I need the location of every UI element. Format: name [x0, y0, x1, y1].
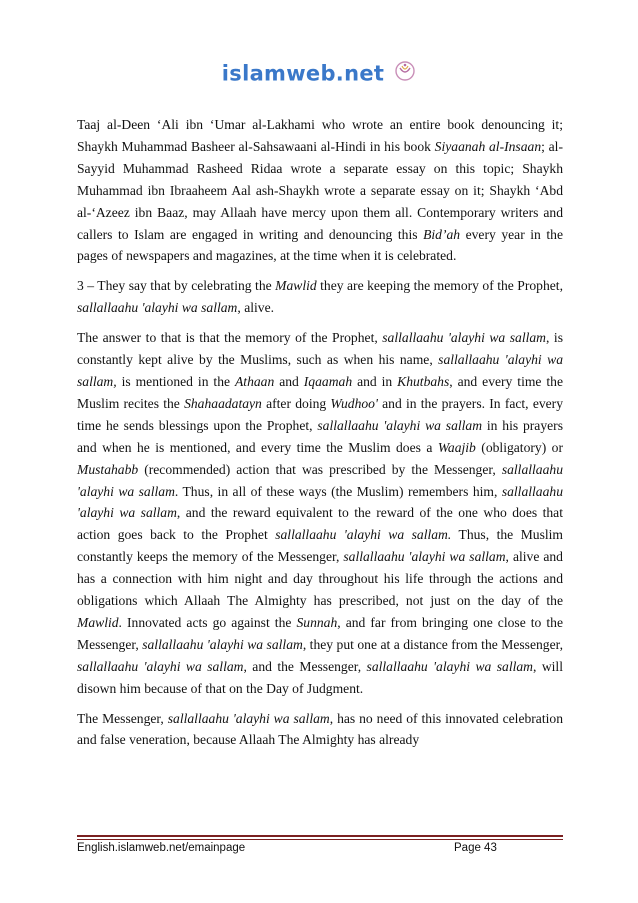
text-run: every year in the pages of newspapers and magazines, at the time when it is celebrated. [77, 226, 563, 264]
footer-rule-thin [77, 839, 563, 840]
islamweb-emblem-icon [394, 60, 416, 87]
text-run: , will disown him because of that on the Day of Judgment. [77, 658, 563, 696]
text-run: , and the reward equivalent to the reward of the one who does that action goes back to the Prophet [77, 505, 563, 543]
text-run: after doing [261, 395, 331, 411]
text-run: and in [352, 373, 398, 389]
text-run: (recommended) action that was prescribed by the Messenger, [138, 461, 502, 477]
text-run: ; al-Sayyid Muhammad Rasheed Ridaa wrote a separate essay on this topic; Shaykh Muhammad ibn Ibraaheem Aal ash-Shaykh wrote a separate essay on it; Shaykh ‘Abd al-‘Azeez ibn Baaz, may Allaah have mercy upon them all. Contemporary writers and callers to Islam are engaged in writing and denouncing this [77, 138, 563, 242]
italic-term: sallallaahu 'alayhi wa sallam [366, 658, 534, 674]
italic-term: Siyaanah al-Insaan [434, 138, 542, 154]
text-run: , and far from bringing one close to the Messenger, [77, 614, 564, 652]
text-run: (obligatory) or [475, 439, 563, 455]
footer-rule [77, 835, 563, 837]
text-run: , and the Messenger, [243, 658, 367, 674]
italic-term: sallallaahu 'alayhi wa sallam [77, 483, 563, 521]
italic-term: sallallaahu 'alayhi wa sallam, [77, 352, 563, 389]
italic-term: Athaan [234, 373, 275, 389]
footer-url: English.islamweb.net/emainpage [77, 842, 246, 854]
paragraph [77, 327, 563, 699]
italic-term: sallallaahu 'alayhi wa sallam [382, 330, 546, 346]
italic-term: Shahaadatayn [184, 395, 262, 411]
paragraph [77, 708, 563, 752]
italic-term: sallallaahu 'alayhi wa sallam. [275, 527, 452, 543]
text-run: , is constantly kept alive by the Muslims, such as when his name, [77, 330, 563, 368]
italic-term: sallallaahu 'alayhi wa sallam [317, 417, 483, 433]
text-run: The answer to that is that the memory of the Prophet, [77, 330, 383, 346]
text-run: 3 – They say that by celebrating the [77, 278, 276, 294]
page-number: Page 43 [454, 842, 497, 854]
text-run: , they put one at a distance from the Messenger, [302, 636, 563, 652]
italic-term: Waajib [437, 439, 476, 455]
text-run: and [274, 373, 304, 389]
italic-term: sallallaahu 'alayhi wa sallam [77, 658, 244, 674]
italic-term: sallallaahu 'alayhi wa sallam [167, 710, 330, 726]
italic-term: Iqaamah [303, 373, 353, 389]
document-body [77, 114, 563, 759]
text-run: and in the prayers. In fact, every time he sends blessings upon the Prophet, [77, 395, 564, 433]
text-run: , has no need of this innovated celebration and false veneration, because Allaah The Almighty has already [77, 710, 563, 748]
text-run: , alive. [237, 300, 275, 316]
text-run: . Thus, in all of these ways (the Muslim) remembers him, [174, 483, 502, 499]
italic-term: sallallaahu 'alayhi wa sallam [77, 461, 563, 499]
italic-term: sallallaahu 'alayhi wa sallam [343, 549, 506, 565]
text-run: . Innovated acts go against the [118, 614, 297, 630]
text-run: , and every time the Muslim recites the [77, 373, 563, 411]
text-run: they are keeping the memory of the Prophet, [316, 278, 563, 294]
text-run: Thus, the Muslim constantly keeps the memory of the Messenger, [77, 527, 564, 565]
italic-term: Bid’ah [423, 226, 461, 242]
text-run: , alive and has a connection with him night and day throughout his life through the actions and obligations which Allaah The Almighty has prescribed, not just on the day of the [77, 549, 563, 609]
text-run: in his prayers and when he is mentioned, and every time the Muslim does a [77, 417, 563, 455]
italic-term: Mawlid [275, 278, 317, 294]
italic-term: sallallaahu 'alayhi wa sallam [77, 300, 238, 316]
text-run: The Messenger, [77, 710, 168, 726]
italic-term: Mustahabb [77, 461, 139, 477]
paragraph [77, 114, 563, 267]
text-run: is mentioned in the [116, 373, 235, 389]
site-logo-text: islamweb.net [221, 61, 385, 86]
text-run: Taaj al-Deen ‘Ali ibn ‘Umar al-Lakhami who wrote an entire book denouncing it; Shaykh Muhammad Basheer al-Sahsawaani al-Hindi in his book [77, 117, 563, 154]
italic-term: Khutbahs [397, 373, 450, 389]
paragraph [77, 275, 563, 319]
italic-term: Sunnah [296, 614, 338, 630]
italic-term: Mawlid [77, 614, 119, 630]
italic-term: sallallaahu 'alayhi wa sallam [142, 636, 303, 652]
page-header [0, 60, 638, 90]
italic-term: Wudhoo' [330, 395, 378, 411]
